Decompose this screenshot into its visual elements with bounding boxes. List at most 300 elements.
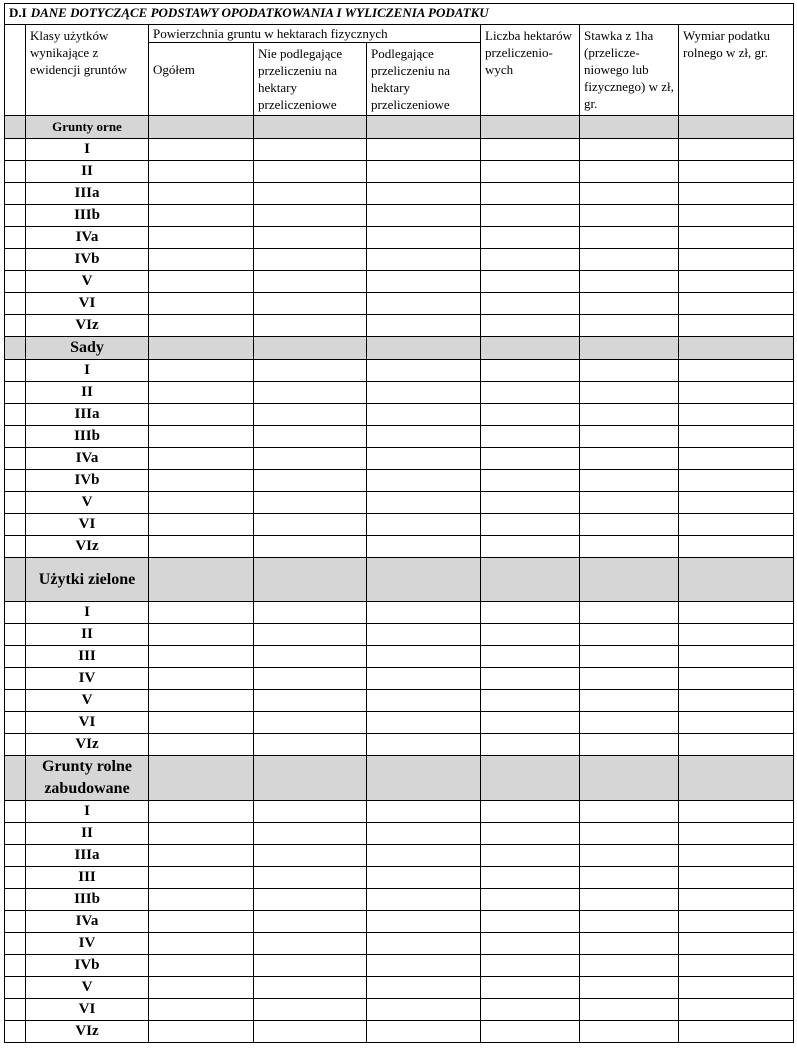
wymiar-field[interactable] — [679, 999, 794, 1021]
ogolem-field[interactable] — [149, 470, 254, 492]
section-shaded-cell — [367, 558, 481, 602]
stawka-field[interactable] — [580, 823, 679, 845]
wymiar-field[interactable] — [679, 955, 794, 977]
section-label: Grunty orne — [26, 116, 149, 139]
ogolem-field[interactable] — [149, 514, 254, 536]
podlegajace-field[interactable] — [367, 249, 481, 271]
section-shaded-cell — [679, 116, 794, 139]
ogolem-field[interactable] — [149, 977, 254, 999]
row-number-cell — [5, 536, 26, 558]
nie-podlegajace-field[interactable] — [254, 536, 367, 558]
ogolem-field[interactable] — [149, 426, 254, 448]
podlegajace-field[interactable] — [367, 889, 481, 911]
stawka-field[interactable] — [580, 1021, 679, 1043]
nie-podlegajace-field[interactable] — [254, 624, 367, 646]
table-row — [5, 624, 794, 646]
podlegajace-field[interactable] — [367, 492, 481, 514]
stawka-field[interactable] — [580, 602, 679, 624]
nie-podlegajace-field[interactable] — [254, 823, 367, 845]
stawka-field[interactable] — [580, 404, 679, 426]
liczba-field[interactable] — [481, 536, 580, 558]
stawka-field[interactable] — [580, 514, 679, 536]
liczba-field[interactable] — [481, 183, 580, 205]
wymiar-field[interactable] — [679, 404, 794, 426]
wymiar-field[interactable] — [679, 205, 794, 227]
table-row — [5, 448, 794, 470]
row-number-cell — [5, 1021, 26, 1043]
section-heading: DANE DOTYCZĄCE PODSTAWY OPODATKOWANIA I WYLICZENIA PODATKU — [30, 5, 489, 20]
ogolem-field[interactable] — [149, 801, 254, 823]
stawka-field[interactable] — [580, 139, 679, 161]
podlegajace-field[interactable] — [367, 955, 481, 977]
stawka-field[interactable] — [580, 889, 679, 911]
podlegajace-field[interactable] — [367, 382, 481, 404]
table-row — [5, 933, 794, 955]
liczba-field[interactable] — [481, 161, 580, 183]
wymiar-field[interactable] — [679, 470, 794, 492]
stawka-field[interactable] — [580, 977, 679, 999]
nie-podlegajace-field[interactable] — [254, 271, 367, 293]
stawka-field[interactable] — [580, 249, 679, 271]
nie-podlegajace-field[interactable] — [254, 999, 367, 1021]
ogolem-field[interactable] — [149, 183, 254, 205]
section-shaded-cell — [679, 756, 794, 801]
ogolem-field[interactable] — [149, 448, 254, 470]
title-row — [5, 4, 794, 25]
podlegajace-field[interactable] — [367, 448, 481, 470]
section-title — [5, 4, 794, 25]
podlegajace-field[interactable] — [367, 999, 481, 1021]
stawka-field[interactable] — [580, 161, 679, 183]
ogolem-field[interactable] — [149, 382, 254, 404]
stawka-field[interactable] — [580, 426, 679, 448]
liczba-field[interactable] — [481, 315, 580, 337]
ogolem-field[interactable] — [149, 293, 254, 315]
header-liczba: Liczba hektarów przeliczenio-wych — [481, 25, 580, 116]
liczba-field[interactable] — [481, 911, 580, 933]
wymiar-field[interactable] — [679, 492, 794, 514]
soil-class-label: VI — [26, 514, 149, 536]
soil-class-label: III — [26, 867, 149, 889]
soil-class-label: VI — [26, 999, 149, 1021]
wymiar-field[interactable] — [679, 668, 794, 690]
wymiar-field[interactable] — [679, 602, 794, 624]
stawka-field[interactable] — [580, 867, 679, 889]
nie-podlegajace-field[interactable] — [254, 249, 367, 271]
liczba-field[interactable] — [481, 734, 580, 756]
nie-podlegajace-field[interactable] — [254, 602, 367, 624]
row-number-cell — [5, 977, 26, 999]
nie-podlegajace-field[interactable] — [254, 382, 367, 404]
liczba-field[interactable] — [481, 999, 580, 1021]
liczba-field[interactable] — [481, 690, 580, 712]
ogolem-field[interactable] — [149, 690, 254, 712]
stawka-field[interactable] — [580, 470, 679, 492]
stawka-field[interactable] — [580, 293, 679, 315]
nie-podlegajace-field[interactable] — [254, 867, 367, 889]
wymiar-field[interactable] — [679, 911, 794, 933]
section-shaded-cell — [254, 116, 367, 139]
section-shaded-cell — [580, 558, 679, 602]
ogolem-field[interactable] — [149, 139, 254, 161]
ogolem-field[interactable] — [149, 205, 254, 227]
row-number-cell — [5, 360, 26, 382]
wymiar-field[interactable] — [679, 889, 794, 911]
podlegajace-field[interactable] — [367, 360, 481, 382]
ogolem-field[interactable] — [149, 955, 254, 977]
table-row — [5, 514, 794, 536]
wymiar-field[interactable] — [679, 514, 794, 536]
wymiar-field[interactable] — [679, 249, 794, 271]
header-ogolem: Ogółem — [149, 43, 254, 116]
row-number-cell — [5, 602, 26, 624]
liczba-field[interactable] — [481, 823, 580, 845]
podlegajace-field[interactable] — [367, 293, 481, 315]
liczba-field[interactable] — [481, 249, 580, 271]
section-shaded-cell — [149, 756, 254, 801]
ogolem-field[interactable] — [149, 911, 254, 933]
podlegajace-field[interactable] — [367, 867, 481, 889]
liczba-field[interactable] — [481, 205, 580, 227]
nie-podlegajace-field[interactable] — [254, 690, 367, 712]
podlegajace-field[interactable] — [367, 690, 481, 712]
ogolem-field[interactable] — [149, 227, 254, 249]
wymiar-field[interactable] — [679, 448, 794, 470]
row-number-cell — [5, 646, 26, 668]
soil-class-label: II — [26, 382, 149, 404]
podlegajace-field[interactable] — [367, 536, 481, 558]
ogolem-field[interactable] — [149, 668, 254, 690]
row-number-cell — [5, 271, 26, 293]
liczba-field[interactable] — [481, 845, 580, 867]
stawka-field[interactable] — [580, 624, 679, 646]
liczba-field[interactable] — [481, 139, 580, 161]
wymiar-field[interactable] — [679, 536, 794, 558]
nie-podlegajace-field[interactable] — [254, 492, 367, 514]
podlegajace-field[interactable] — [367, 1021, 481, 1043]
wymiar-field[interactable] — [679, 624, 794, 646]
nie-podlegajace-field[interactable] — [254, 183, 367, 205]
section-row — [5, 116, 794, 139]
nie-podlegajace-field[interactable] — [254, 933, 367, 955]
soil-class-label: II — [26, 161, 149, 183]
liczba-field[interactable] — [481, 360, 580, 382]
stawka-field[interactable] — [580, 668, 679, 690]
podlegajace-field[interactable] — [367, 668, 481, 690]
liczba-field[interactable] — [481, 470, 580, 492]
table-row — [5, 492, 794, 514]
nie-podlegajace-field[interactable] — [254, 1021, 367, 1043]
row-number-cell — [5, 227, 26, 249]
wymiar-field[interactable] — [679, 227, 794, 249]
wymiar-field[interactable] — [679, 360, 794, 382]
nie-podlegajace-field[interactable] — [254, 360, 367, 382]
row-number-cell — [5, 161, 26, 183]
table-row — [5, 183, 794, 205]
stawka-field[interactable] — [580, 999, 679, 1021]
wymiar-field[interactable] — [679, 690, 794, 712]
row-number-cell — [5, 470, 26, 492]
wymiar-field[interactable] — [679, 293, 794, 315]
header-powierzchnia: Powierzchnia gruntu w hektarach fizycznych — [149, 25, 481, 43]
table-row — [5, 470, 794, 492]
table-row — [5, 977, 794, 999]
stawka-field[interactable] — [580, 492, 679, 514]
wymiar-field[interactable] — [679, 646, 794, 668]
nie-podlegajace-field[interactable] — [254, 448, 367, 470]
soil-class-label: VI — [26, 293, 149, 315]
nie-podlegajace-field[interactable] — [254, 404, 367, 426]
section-shaded-cell — [481, 756, 580, 801]
soil-class-label: IIIb — [26, 205, 149, 227]
stawka-field[interactable] — [580, 646, 679, 668]
soil-class-label: V — [26, 977, 149, 999]
podlegajace-field[interactable] — [367, 139, 481, 161]
row-number-cell — [5, 911, 26, 933]
nie-podlegajace-field[interactable] — [254, 712, 367, 734]
soil-class-label: IIIb — [26, 889, 149, 911]
section-row — [5, 558, 794, 602]
wymiar-field[interactable] — [679, 1021, 794, 1043]
row-number-cell — [5, 139, 26, 161]
ogolem-field[interactable] — [149, 1021, 254, 1043]
section-shaded-cell — [254, 756, 367, 801]
liczba-field[interactable] — [481, 514, 580, 536]
row-number-cell — [5, 514, 26, 536]
nie-podlegajace-field[interactable] — [254, 646, 367, 668]
stawka-field[interactable] — [580, 845, 679, 867]
podlegajace-field[interactable] — [367, 404, 481, 426]
soil-class-label: III — [26, 646, 149, 668]
liczba-field[interactable] — [481, 955, 580, 977]
header-klasy: Klasy użytków wynikające z ewidencji gruntów — [26, 25, 149, 116]
stawka-field[interactable] — [580, 712, 679, 734]
ogolem-field[interactable] — [149, 734, 254, 756]
liczba-field[interactable] — [481, 404, 580, 426]
row-number-cell — [5, 933, 26, 955]
nie-podlegajace-field[interactable] — [254, 668, 367, 690]
wymiar-field[interactable] — [679, 139, 794, 161]
stawka-field[interactable] — [580, 536, 679, 558]
liczba-field[interactable] — [481, 602, 580, 624]
podlegajace-field[interactable] — [367, 734, 481, 756]
ogolem-field[interactable] — [149, 646, 254, 668]
wymiar-field[interactable] — [679, 426, 794, 448]
ogolem-field[interactable] — [149, 602, 254, 624]
section-shaded-cell — [580, 337, 679, 360]
podlegajace-field[interactable] — [367, 161, 481, 183]
liczba-field[interactable] — [481, 448, 580, 470]
nie-podlegajace-field[interactable] — [254, 161, 367, 183]
liczba-field[interactable] — [481, 271, 580, 293]
wymiar-field[interactable] — [679, 845, 794, 867]
stawka-field[interactable] — [580, 911, 679, 933]
liczba-field[interactable] — [481, 889, 580, 911]
nie-podlegajace-field[interactable] — [254, 845, 367, 867]
stawka-field[interactable] — [580, 205, 679, 227]
wymiar-field[interactable] — [679, 977, 794, 999]
stawka-field[interactable] — [580, 183, 679, 205]
nie-podlegajace-field[interactable] — [254, 801, 367, 823]
liczba-field[interactable] — [481, 712, 580, 734]
ogolem-field[interactable] — [149, 404, 254, 426]
table-row — [5, 955, 794, 977]
podlegajace-field[interactable] — [367, 271, 481, 293]
podlegajace-field[interactable] — [367, 602, 481, 624]
row-number-cell — [5, 337, 26, 360]
section-shaded-cell — [580, 756, 679, 801]
ogolem-field[interactable] — [149, 999, 254, 1021]
podlegajace-field[interactable] — [367, 205, 481, 227]
wymiar-field[interactable] — [679, 867, 794, 889]
row-number-cell — [5, 690, 26, 712]
table-row — [5, 161, 794, 183]
liczba-field[interactable] — [481, 293, 580, 315]
podlegajace-field[interactable] — [367, 514, 481, 536]
podlegajace-field[interactable] — [367, 426, 481, 448]
wymiar-field[interactable] — [679, 315, 794, 337]
soil-class-label: I — [26, 360, 149, 382]
liczba-field[interactable] — [481, 977, 580, 999]
ogolem-field[interactable] — [149, 933, 254, 955]
nie-podlegajace-field[interactable] — [254, 470, 367, 492]
liczba-field[interactable] — [481, 492, 580, 514]
header-podlegajace: Podlegające przeliczeniu na hektary przeliczeniowe — [367, 43, 481, 116]
stawka-field[interactable] — [580, 271, 679, 293]
ogolem-field[interactable] — [149, 889, 254, 911]
nie-podlegajace-field[interactable] — [254, 205, 367, 227]
table-row — [5, 690, 794, 712]
wymiar-field[interactable] — [679, 712, 794, 734]
header-wymiar: Wymiar podatku rolnego w zł, gr. — [679, 25, 794, 116]
row-number-cell — [5, 426, 26, 448]
soil-class-label: IVa — [26, 911, 149, 933]
liczba-field[interactable] — [481, 646, 580, 668]
table-row — [5, 249, 794, 271]
soil-class-label: II — [26, 624, 149, 646]
row-number-cell — [5, 382, 26, 404]
wymiar-field[interactable] — [679, 271, 794, 293]
soil-class-label: IIIa — [26, 845, 149, 867]
stawka-field[interactable] — [580, 382, 679, 404]
stawka-field[interactable] — [580, 315, 679, 337]
wymiar-field[interactable] — [679, 183, 794, 205]
podlegajace-field[interactable] — [367, 801, 481, 823]
wymiar-field[interactable] — [679, 161, 794, 183]
podlegajace-field[interactable] — [367, 823, 481, 845]
stawka-field[interactable] — [580, 690, 679, 712]
nie-podlegajace-field[interactable] — [254, 955, 367, 977]
row-number-cell — [5, 624, 26, 646]
podlegajace-field[interactable] — [367, 470, 481, 492]
liczba-field[interactable] — [481, 933, 580, 955]
stawka-field[interactable] — [580, 734, 679, 756]
ogolem-field[interactable] — [149, 492, 254, 514]
nie-podlegajace-field[interactable] — [254, 734, 367, 756]
ogolem-field[interactable] — [149, 161, 254, 183]
podlegajace-field[interactable] — [367, 646, 481, 668]
ogolem-field[interactable] — [149, 845, 254, 867]
nie-podlegajace-field[interactable] — [254, 889, 367, 911]
table-row — [5, 426, 794, 448]
stawka-field[interactable] — [580, 360, 679, 382]
podlegajace-field[interactable] — [367, 227, 481, 249]
podlegajace-field[interactable] — [367, 933, 481, 955]
podlegajace-field[interactable] — [367, 911, 481, 933]
ogolem-field[interactable] — [149, 867, 254, 889]
row-number-cell — [5, 734, 26, 756]
soil-class-label: I — [26, 801, 149, 823]
nie-podlegajace-field[interactable] — [254, 315, 367, 337]
wymiar-field[interactable] — [679, 382, 794, 404]
stawka-field[interactable] — [580, 448, 679, 470]
ogolem-field[interactable] — [149, 536, 254, 558]
header-nie-podlegajace: Nie podlegające przeliczeniu na hektary przeliczeniowe — [254, 43, 367, 116]
soil-class-label: IVb — [26, 470, 149, 492]
nie-podlegajace-field[interactable] — [254, 293, 367, 315]
stawka-field[interactable] — [580, 227, 679, 249]
section-number: D.I — [9, 5, 27, 20]
stawka-field[interactable] — [580, 955, 679, 977]
table-row — [5, 712, 794, 734]
liczba-field[interactable] — [481, 801, 580, 823]
nie-podlegajace-field[interactable] — [254, 977, 367, 999]
row-number-cell — [5, 867, 26, 889]
row-number-cell — [5, 205, 26, 227]
row-number-cell — [5, 668, 26, 690]
liczba-field[interactable] — [481, 668, 580, 690]
section-row — [5, 337, 794, 360]
wymiar-field[interactable] — [679, 801, 794, 823]
podlegajace-field[interactable] — [367, 183, 481, 205]
ogolem-field[interactable] — [149, 360, 254, 382]
podlegajace-field[interactable] — [367, 624, 481, 646]
ogolem-field[interactable] — [149, 712, 254, 734]
liczba-field[interactable] — [481, 867, 580, 889]
liczba-field[interactable] — [481, 624, 580, 646]
nie-podlegajace-field[interactable] — [254, 227, 367, 249]
wymiar-field[interactable] — [679, 933, 794, 955]
table-row — [5, 315, 794, 337]
nie-podlegajace-field[interactable] — [254, 426, 367, 448]
stawka-field[interactable] — [580, 933, 679, 955]
ogolem-field[interactable] — [149, 271, 254, 293]
ogolem-field[interactable] — [149, 823, 254, 845]
liczba-field[interactable] — [481, 382, 580, 404]
podlegajace-field[interactable] — [367, 845, 481, 867]
ogolem-field[interactable] — [149, 315, 254, 337]
soil-class-label: I — [26, 602, 149, 624]
table-row — [5, 734, 794, 756]
stawka-field[interactable] — [580, 801, 679, 823]
nie-podlegajace-field[interactable] — [254, 139, 367, 161]
liczba-field[interactable] — [481, 1021, 580, 1043]
nie-podlegajace-field[interactable] — [254, 911, 367, 933]
wymiar-field[interactable] — [679, 734, 794, 756]
liczba-field[interactable] — [481, 227, 580, 249]
podlegajace-field[interactable] — [367, 977, 481, 999]
ogolem-field[interactable] — [149, 249, 254, 271]
section-shaded-cell — [254, 337, 367, 360]
podlegajace-field[interactable] — [367, 712, 481, 734]
table-row — [5, 382, 794, 404]
podlegajace-field[interactable] — [367, 315, 481, 337]
liczba-field[interactable] — [481, 426, 580, 448]
nie-podlegajace-field[interactable] — [254, 514, 367, 536]
table-row — [5, 139, 794, 161]
wymiar-field[interactable] — [679, 823, 794, 845]
ogolem-field[interactable] — [149, 624, 254, 646]
